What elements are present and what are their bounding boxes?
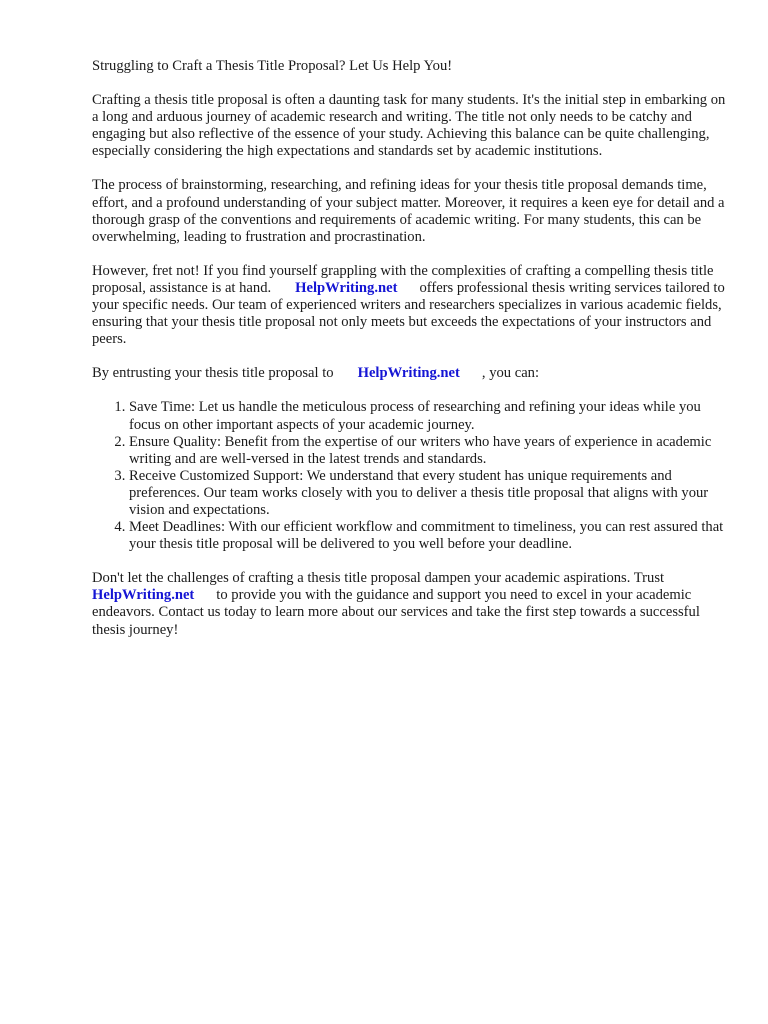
paragraph-intro: Crafting a thesis title proposal is often a daunting task for many students. It's the initial step in embarking on a long and arduous journey of academic research and writing. The title not only needs to be catchy and engaging but also reflective of the essence of your study. Achieving this balance can be quite challenging, especially considering the high expectations and standards set by academic institutions.	[92, 92, 726, 160]
list-item: 2. Ensure Quality: Benefit from the expertise of our writers who have years of experience in academic writing and are well-versed in the latest trends and standards.	[129, 434, 732, 468]
list-item: 3. Receive Customized Support: We understand that every student has unique requirements and preferences. Our team works closely with you to deliver a thesis title proposal that aligns with your vision and expectations.	[129, 468, 732, 519]
paragraph-assistance-text-before: However, fret not! If you find yourself grappling with the complexities of crafting a compelling thesis title proposal, assistance is at hand.	[92, 262, 714, 296]
helpwriting-link-3[interactable]: HelpWriting.net	[92, 587, 195, 604]
helpwriting-link-1[interactable]: HelpWriting.net	[295, 279, 398, 296]
helpwriting-link-2[interactable]: HelpWriting.net	[357, 365, 460, 382]
paragraph-process: The process of brainstorming, researching, and refining ideas for your thesis title proposal demands time, effort, and a profound understanding of your subject matter. Moreover, it requires a keen eye for detail and a thorough grasp of the conventions and requirements of academic writing. For many students, this can be overwhelming, leading to frustration and procrastination.	[92, 177, 725, 245]
paragraph-entrusting-text-after: , you can:	[481, 365, 540, 382]
paragraph-assistance-text-after: offers professional thesis writing services tailored to your specific needs. Our team of experienced writers and researchers specializes in various academic fields, ensuring that your thesis title proposal not only meets but exceeds the expectations of your instructors and peers.	[92, 279, 725, 348]
paragraph-closing-text-before: Don't let the challenges of crafting a thesis title proposal dampen your academic aspirations. Trust	[92, 570, 665, 587]
benefits-list	[92, 399, 732, 553]
paragraph-assistance	[92, 263, 732, 348]
paragraph-closing-text-after: to provide you with the guidance and support you need to excel in your academic endeavors. Contact us today to learn more about our services and take the first step towards a successful thesis journey!	[92, 587, 700, 638]
list-item: 1. Save Time: Let us handle the meticulous process of researching and refining your ideas while you focus on other important aspects of your academic journey.	[129, 399, 732, 433]
paragraph-entrusting	[92, 365, 732, 382]
paragraph-closing	[92, 570, 732, 638]
paragraph-entrusting-text-before: By entrusting your thesis title proposal to	[92, 365, 334, 382]
list-item: 4. Meet Deadlines: With our efficient workflow and commitment to timeliness, you can rest assured that your thesis title proposal will be delivered to you well before your deadline.	[129, 519, 732, 553]
document-title: Struggling to Craft a Thesis Title Proposal? Let Us Help You!	[92, 58, 453, 74]
document-page	[92, 58, 732, 656]
